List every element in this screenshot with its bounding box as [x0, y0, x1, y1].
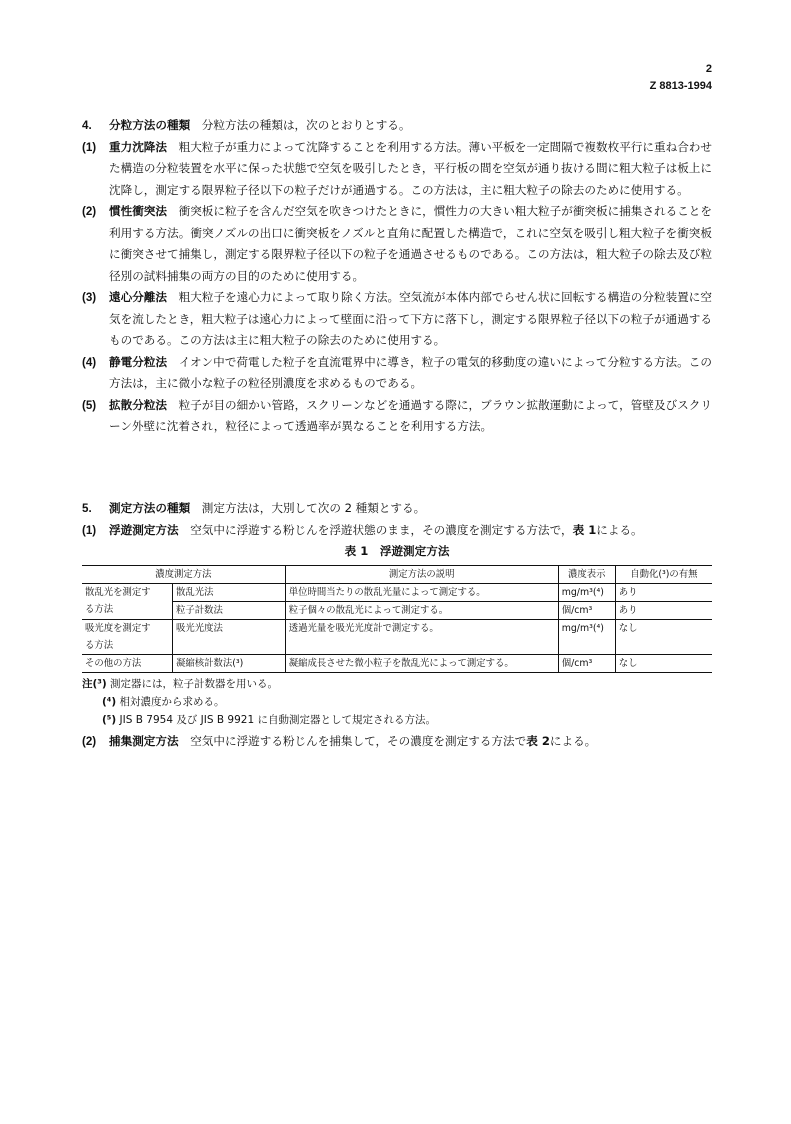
- item-body-end: による。: [596, 522, 643, 537]
- table-cell-group: る方法: [82, 637, 173, 655]
- list-item: [82, 137, 712, 202]
- item-number: (1): [82, 523, 97, 537]
- table-cell-method: 粒子計数法: [173, 601, 286, 619]
- standard-number: Z 8813-1994: [649, 80, 712, 92]
- section-title: 分粒方法の種類: [109, 118, 191, 132]
- item-term: 浮遊測定方法: [109, 522, 179, 537]
- item-number: (3): [82, 291, 97, 304]
- column-header: 自動化(³)の有無: [615, 565, 712, 583]
- table-cell-method: 凝縮核計数法(³): [173, 654, 286, 672]
- column-header: 測定方法の説明: [285, 565, 558, 583]
- table-row: [82, 583, 712, 601]
- table-cell-automation: なし: [615, 654, 712, 672]
- item-number: (5): [82, 398, 97, 412]
- section-4: [82, 115, 712, 438]
- table-reference: 表 2: [526, 733, 550, 748]
- table-cell-group: る方法: [82, 601, 173, 619]
- table-row: [82, 654, 712, 672]
- section-5-heading: [82, 498, 712, 520]
- table-cell-unit: 個/cm³: [558, 654, 615, 672]
- table-cell-method: [173, 637, 286, 655]
- table-cell-unit: mg/m³(⁴): [558, 619, 615, 637]
- item-number: (2): [82, 734, 97, 748]
- item-term: 拡散分粒法: [109, 397, 168, 412]
- item-number: (1): [82, 140, 97, 154]
- note-text: 測定器には，粒子計数器を用いる。: [110, 677, 279, 690]
- list-item: [82, 395, 712, 438]
- table-note: [82, 675, 712, 693]
- item-body: 粗大粒子が重力によって沈降することを利用する方法。薄い平板を一定間隔で複数枚平行に重ね合わせた構造の分粒装置を水平に保った状態で空気を吸引したとき，平行板の間を空気が通り抜ける間に粗大粒子は板上に沈降し，測定する限界粒子径以下の粒子だけが通過する。この方法は，主に粗大粒子の除去のために使用する。: [109, 139, 712, 197]
- table-cell-method: 吸光光度法: [173, 619, 286, 637]
- table-cell-group: 散乱光を測定す: [82, 583, 173, 601]
- table-cell-description: 凝縮成長させた微小粒子を散乱光によって測定する。: [285, 654, 558, 672]
- table-cell-automation: あり: [615, 601, 712, 619]
- item-term: 静電分粒法: [109, 354, 168, 369]
- table-cell-automation: あり: [615, 583, 712, 601]
- item-body: 空気中に浮遊する粉じんを浮遊状態のまま，その濃度を測定する方法で，: [190, 522, 573, 537]
- table-cell-unit: 個/cm³: [558, 601, 615, 619]
- table-cell-group: その他の方法: [82, 654, 173, 672]
- note-mark: 注(³): [82, 677, 107, 690]
- table-row: [82, 601, 712, 619]
- table-cell-unit: mg/m³(⁴): [558, 583, 615, 601]
- list-item: [82, 352, 712, 395]
- note-text: 相対濃度から求める。: [119, 695, 225, 708]
- section-5: [82, 498, 712, 752]
- table-cell-description: 粒子個々の散乱光によって測定する。: [285, 601, 558, 619]
- item-number: (2): [82, 205, 97, 218]
- item-body: イオン中で荷電した粒子を直流電界中に導き，粒子の電気的移動度の違いによって分粒する方法。この方法は，主に微小な粒子の粒径別濃度を求めるものである。: [109, 354, 712, 390]
- list-item: [82, 201, 712, 287]
- section-intro: 測定方法は，大別して次の 2 種類とする。: [201, 501, 426, 515]
- section-4-heading: [82, 115, 712, 137]
- item-body-end: による。: [549, 733, 597, 748]
- item-term: 捕集測定方法: [109, 733, 179, 748]
- table-cell-description: 透過光量を吸光光度計で測定する。: [285, 619, 558, 637]
- table-cell-group: 吸光度を測定す: [82, 619, 173, 637]
- list-item: [82, 287, 712, 352]
- table-cell-unit: [558, 637, 615, 655]
- table-cell-automation: なし: [618, 622, 638, 634]
- page-number: 2: [705, 63, 712, 75]
- list-item: [82, 731, 712, 753]
- item-body: 空気中に浮遊する粉じんを捕集して，その濃度を測定する方法で: [190, 733, 527, 748]
- item-body: 粒子が目の細かい管路，スクリーンなどを通過する際に，ブラウン拡散運動によって，管壁及びスクリーン外壁に沈着され，粒径によって透過率が異なることを利用する方法。: [109, 397, 712, 433]
- table-reference: 表 1: [572, 522, 597, 537]
- item-number: (4): [82, 355, 97, 369]
- note-mark: (⁴): [102, 695, 117, 708]
- item-body: 衝突板に粒子を含んだ空気を吹きつけたときに，慣性力の大きい粗大粒子が衝突板に捕集されることを利用する方法。衝突ノズルの出口に衝突板をノズルと直角に配置した構造で，これに空気を吸引し粗大粒子を衝突板に衝突させて捕集し，測定する限界粒子径以下の粒子を通過させるものである。この方法は，粗大粒子の除去及び粒径別の試料捕集の両方の目的のために使用する。: [109, 204, 712, 283]
- note-text: JIS B 7954 及び JIS B 9921 に自動測定器として規定される方法。: [119, 713, 436, 726]
- table-1: [82, 565, 712, 673]
- item-term: 遠心分離法: [109, 290, 168, 304]
- section-number: 4.: [82, 119, 92, 132]
- table-note: [82, 711, 712, 729]
- section-title: 測定方法の種類: [109, 501, 191, 515]
- item-term: 慣性衝突法: [109, 204, 167, 218]
- item-body: 粗大粒子を遠心力によって取り除く方法。空気流が本体内部でらせん状に回転する構造の分粒装置に空気を流したとき，粗大粒子は遠心力によって壁面に沿って下方に落下し，測定する限界粒子径以下の粒子が通過するものである。この方法は主に粗大粒子の除去のために使用する。: [109, 290, 712, 347]
- table-note: [82, 693, 712, 711]
- item-term: 重力沈降法: [109, 139, 167, 154]
- table-row: [82, 619, 712, 637]
- list-item: [82, 520, 712, 542]
- section-number: 5.: [82, 502, 92, 515]
- table-cell-method: 散乱光法: [173, 583, 286, 601]
- table-cell-description: [285, 637, 558, 655]
- table-notes: [82, 675, 712, 729]
- table-cell-description: 単位時間当たりの散乱光量によって測定する。: [285, 583, 558, 601]
- table-cell-automation: [615, 637, 712, 655]
- section-intro: 分粒方法の種類は，次のとおりとする。: [201, 118, 411, 132]
- table-row: [82, 637, 712, 655]
- table-caption: 表 1 浮遊測定方法: [344, 544, 450, 558]
- column-header: 濃度測定方法: [82, 565, 285, 583]
- note-mark: (⁵): [102, 713, 117, 726]
- column-header: 濃度表示: [558, 565, 615, 583]
